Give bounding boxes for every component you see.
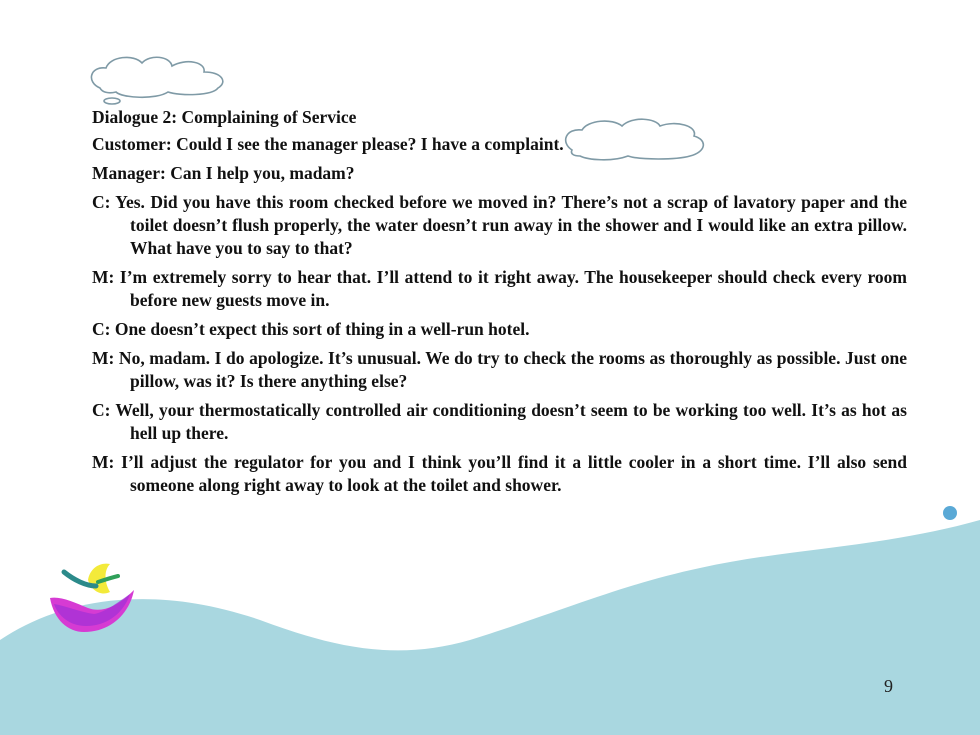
page-number: 9 [884,676,893,696]
dialogue-title: Dialogue 2: Complaining of Service [92,107,357,127]
dialogue-line-c2: C: One doesn’t expect this sort of thing in a well-run hotel. [92,319,530,339]
dialogue-text [92,106,907,503]
wave-shape [0,520,980,735]
dialogue-line-c3: C: Well, your thermostatically controlled air conditioning doesn’t seem to be working too well. It’s as hot as hell up there. [92,400,907,443]
dialogue-line-m1: M: I’m extremely sorry to hear that. I’ll attend to it right away. The housekeeper should check every room before new guests move in. [92,267,907,310]
cloud-icon [91,57,222,104]
dialogue-line-customer: Customer: Could I see the manager please? I have a complaint. [92,134,564,154]
dialogue-line-m3: M: I’ll adjust the regulator for you and I think you’ll find it a little cooler in a short time. I’ll also send someone along right away to look at the toilet and shower. [92,452,907,495]
dialogue-line-m2: M: No, madam. I do apologize. It’s unusual. We do try to check the rooms as thoroughly as possible. Just one pillow, was it? Is there anything else? [92,348,907,391]
dialogue-line-manager: Manager: Can I help you, madam? [92,163,355,183]
dialogue-line-c1: C: Yes. Did you have this room checked before we moved in? There’s not a scrap of lavatory paper and the toilet doesn’t flush properly, the water doesn’t run away in the shower and I would like an extra pillow. What have you to say to that? [92,192,907,258]
decor-dot [943,506,957,520]
